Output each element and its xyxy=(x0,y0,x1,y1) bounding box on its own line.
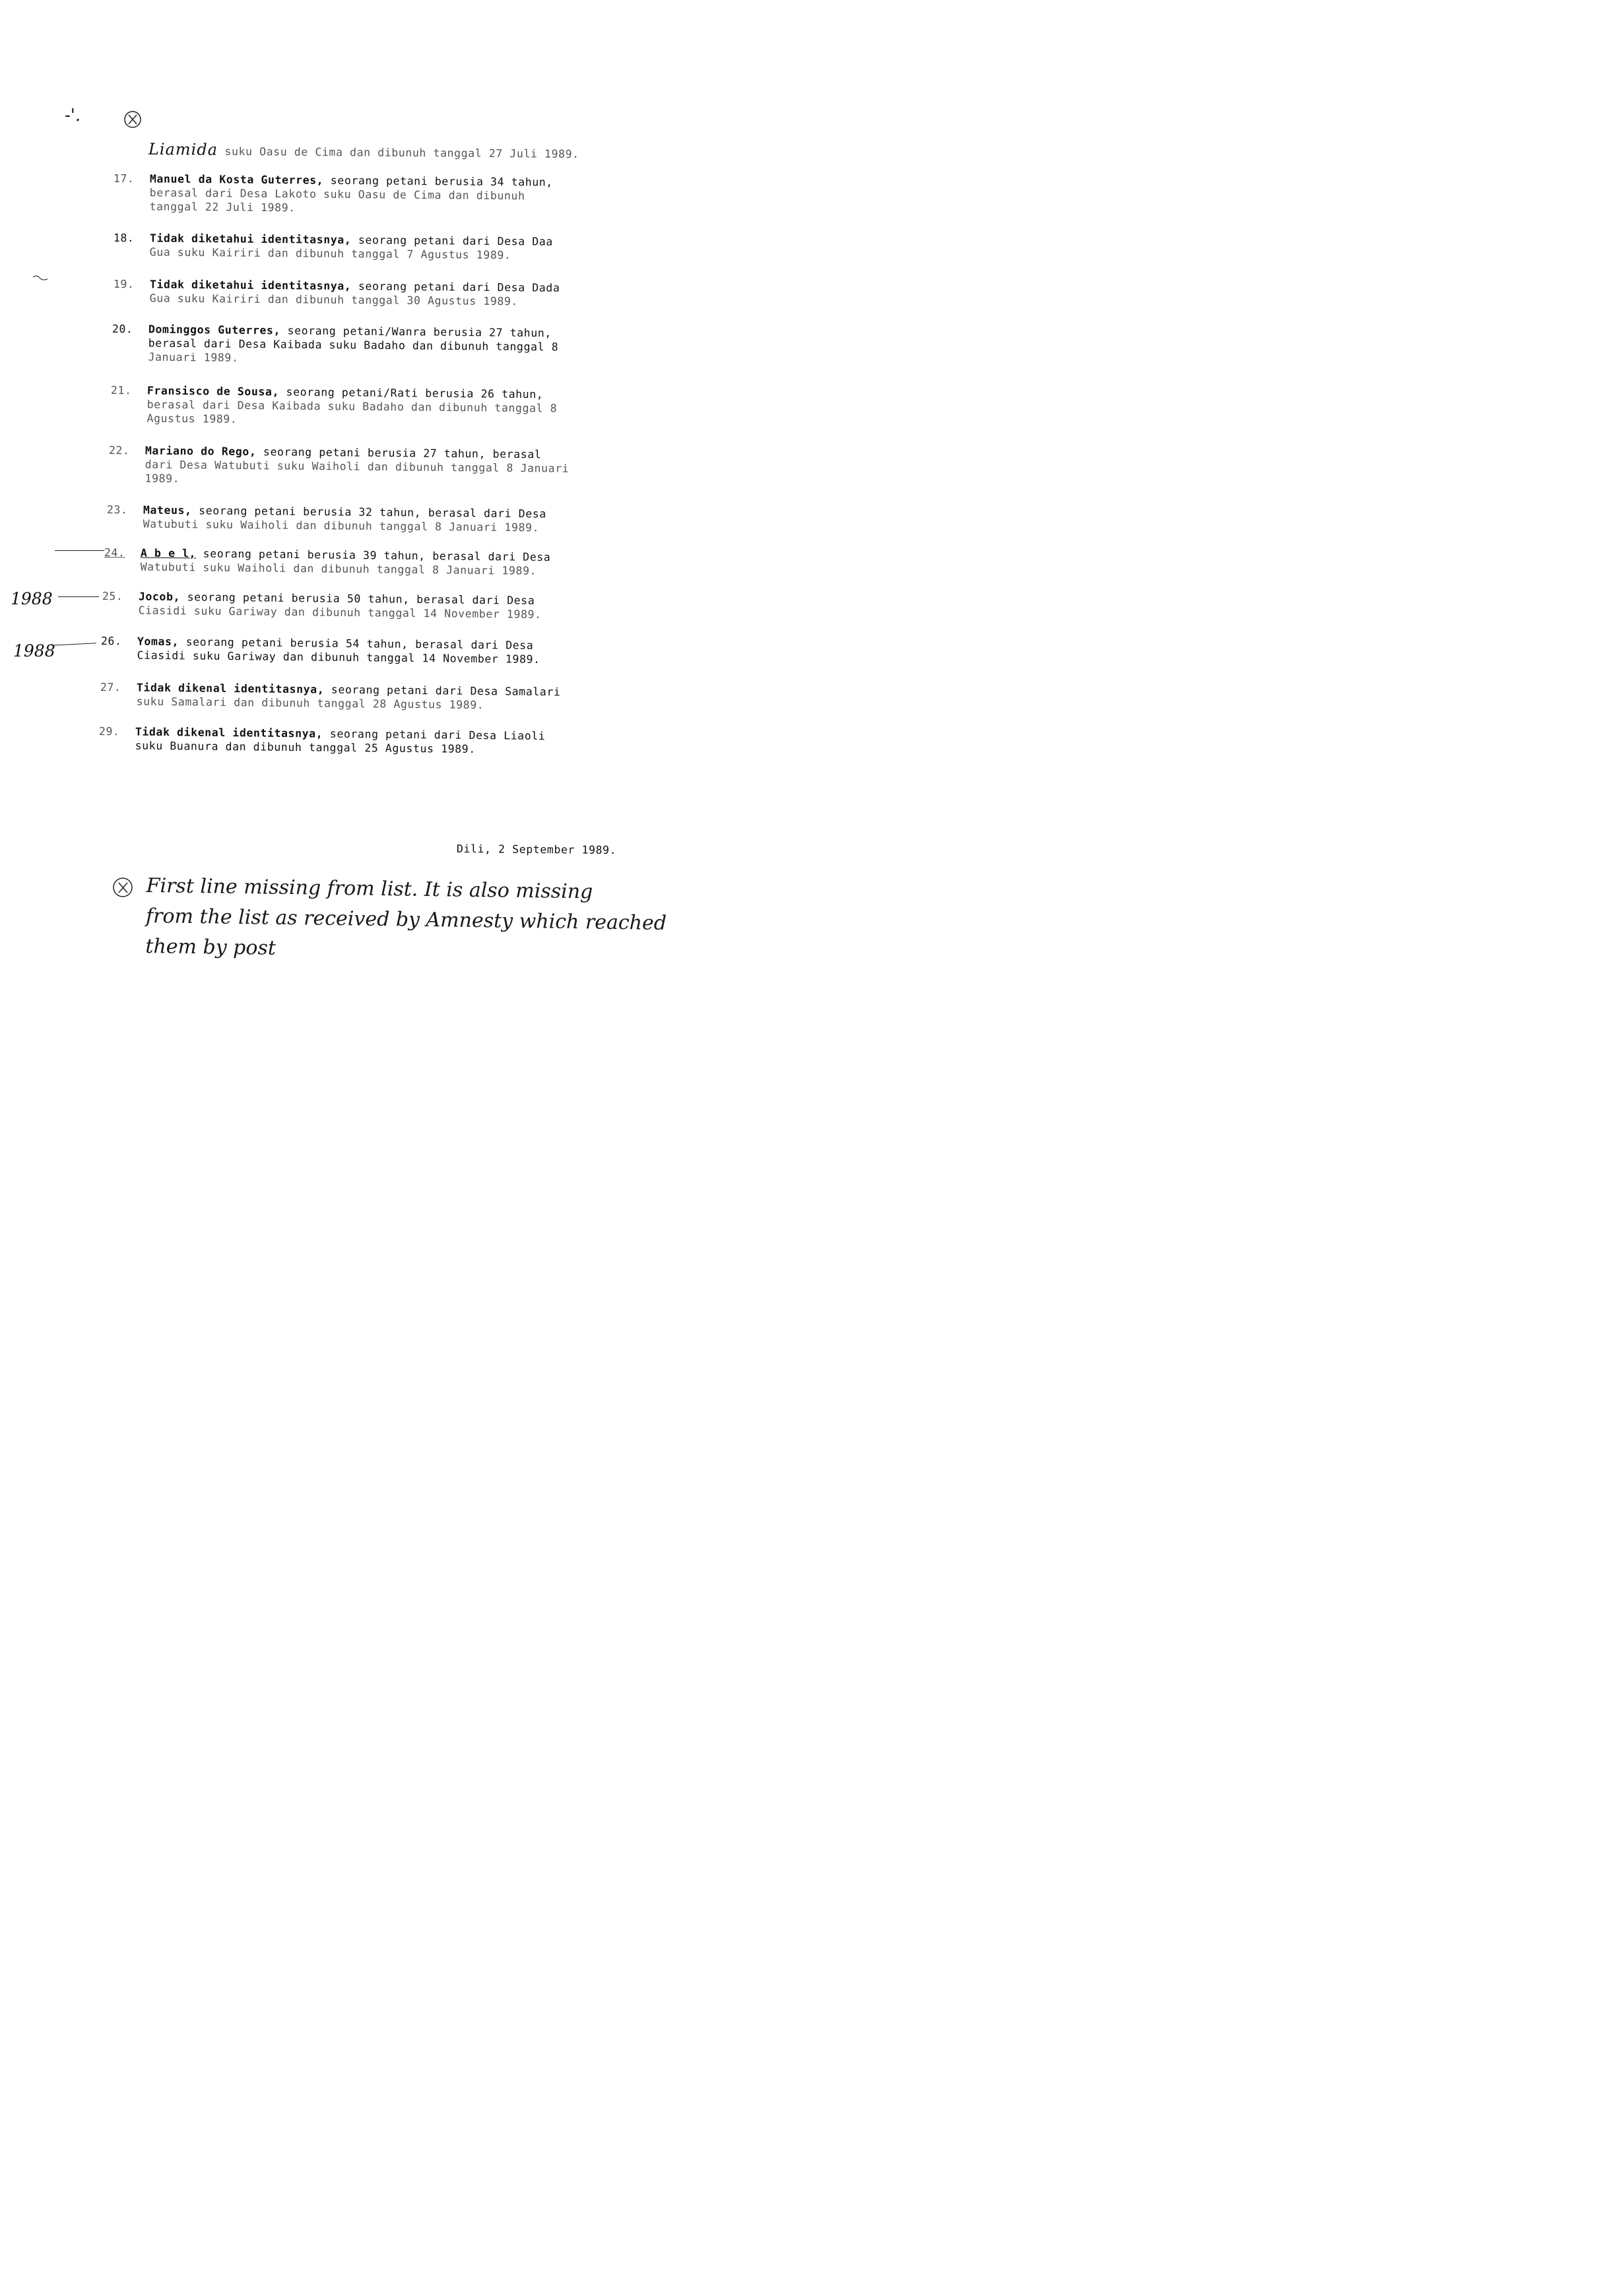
entry-number: 17. xyxy=(113,172,135,185)
entry-text: Ciasidi suku Gariway dan dibunuh tanggal 14 November 1989. xyxy=(137,649,540,666)
victim-name: Tidak dikenal identitasnya, xyxy=(136,681,325,696)
victim-name: Mateus, xyxy=(143,503,192,517)
entry-text: seorang petani dari Desa Liaoli xyxy=(329,727,546,743)
victim-name: Tidak diketahui identitasnya, xyxy=(149,232,352,247)
entry-text: seorang petani dari Desa Samalari xyxy=(331,683,561,699)
entry-number: 29. xyxy=(98,725,120,738)
circled-x-icon xyxy=(111,876,135,899)
entry-text: seorang petani/Wanra berusia 27 tahun, xyxy=(287,324,552,340)
entry-text: seorang petani berusia 54 tahun, berasal dari Desa xyxy=(185,635,534,652)
entry-text: seorang petani dari Desa Daa xyxy=(358,234,553,248)
entry-text: suku Samalari dan dibunuh tanggal 28 Agustus 1989. xyxy=(136,695,484,712)
entry-text: berasal dari Desa Lakoto suku Oasu de Cima dan dibunuh xyxy=(149,186,525,203)
victim-name: Tidak dikenal identitasnya, xyxy=(135,725,323,740)
victim-name: A b e l, xyxy=(140,546,197,560)
entry-text: dari Desa Watubuti suku Waiholi dan dibunuh tanggal 8 Januari xyxy=(145,458,570,475)
entry-number: 25. xyxy=(102,589,123,603)
margin-line-mark xyxy=(58,596,99,597)
margin-dash-mark: -'. xyxy=(65,106,81,125)
footnote-line: from the list as received by Amnesty which reached xyxy=(145,904,667,936)
victim-name: Dominggos Guterres, xyxy=(148,323,281,337)
entry-text: Watubuti suku Waiholi dan dibunuh tanggal 8 Januari 1989. xyxy=(143,517,540,534)
entry-text: Watubuti suku Waiholi dan dibunuh tanggal 8 Januari 1989. xyxy=(140,560,537,577)
entry-number: 21. xyxy=(110,383,132,397)
entry-number: 27. xyxy=(100,681,121,694)
margin-tick-icon xyxy=(32,273,49,282)
handwritten-name: Liamida xyxy=(148,140,218,159)
entry-text: suku Buanura dan dibunuh tanggal 25 Agustus 1989. xyxy=(135,739,476,755)
margin-note: 1988 xyxy=(11,589,53,608)
entry-text: seorang petani dari Desa Dada xyxy=(358,280,560,294)
entry-text: seorang petani berusia 32 tahun, berasal dari Desa xyxy=(199,504,546,521)
entry-text: berasal dari Desa Kaibada suku Badaho dan dibunuh tanggal 8 xyxy=(148,336,559,354)
entry-number: 19. xyxy=(113,277,135,291)
entry-text: 1989. xyxy=(145,472,180,486)
entry-text: Januari 1989. xyxy=(148,350,239,364)
entry-text: seorang petani berusia 50 tahun, berasal dari Desa xyxy=(187,590,535,607)
victim-name: Mariano do Rego, xyxy=(145,444,257,459)
entry-text: Gua suku Kairiri dan dibunuh tanggal 30 Agustus 1989. xyxy=(149,292,519,308)
footnote-line: First line missing from list. It is also missing xyxy=(146,874,593,904)
entry-text: Gua suku Kairiri dan dibunuh tanggal 7 Agustus 1989. xyxy=(149,245,511,262)
carryover-text: suku Oasu de Cima dan dibunuh tanggal 27 Juli 1989. xyxy=(224,144,579,161)
victim-name: Tidak diketahui identitasnya, xyxy=(149,278,352,293)
victim-name: Manuel da Kosta Guterres, xyxy=(149,172,324,187)
handwritten-footnote xyxy=(145,871,667,969)
victim-name: Yomas, xyxy=(137,635,180,649)
entry-text: Ciasidi suku Gariway dan dibunuh tanggal 14 November 1989. xyxy=(138,604,542,621)
entry-text: tanggal 22 Juli 1989. xyxy=(149,200,296,214)
place-date: Dili, 2 September 1989. xyxy=(456,843,617,857)
circled-x-icon xyxy=(122,109,143,130)
entry-text: seorang petani berusia 34 tahun, xyxy=(330,174,553,189)
entry-text: seorang petani berusia 39 tahun, berasal dari Desa xyxy=(203,547,551,564)
entry-number: 20. xyxy=(112,322,133,336)
entry-number: 26. xyxy=(100,634,122,648)
entry-number: 18. xyxy=(113,231,135,245)
entry-text: berasal dari Desa Kaibada suku Badaho dan dibunuh tanggal 8 xyxy=(147,398,558,415)
entry-number: 24. xyxy=(104,546,125,559)
entry-text: seorang petani/Rati berusia 26 tahun, xyxy=(286,385,544,401)
entry-number: 22. xyxy=(108,443,130,457)
footnote-line: them by post xyxy=(145,934,277,960)
margin-line-mark xyxy=(51,643,96,646)
document-page xyxy=(0,0,726,1038)
entry-text: Agustus 1989. xyxy=(147,412,238,426)
victim-name: Jocob, xyxy=(138,590,181,604)
margin-line-mark xyxy=(55,550,104,551)
carryover-line xyxy=(148,140,579,161)
margin-note: 1988 xyxy=(13,641,55,660)
victim-name: Fransisco de Sousa, xyxy=(147,384,280,399)
entry-number: 23. xyxy=(106,503,128,517)
entry-text: seorang petani berusia 27 tahun, berasal xyxy=(263,445,542,461)
